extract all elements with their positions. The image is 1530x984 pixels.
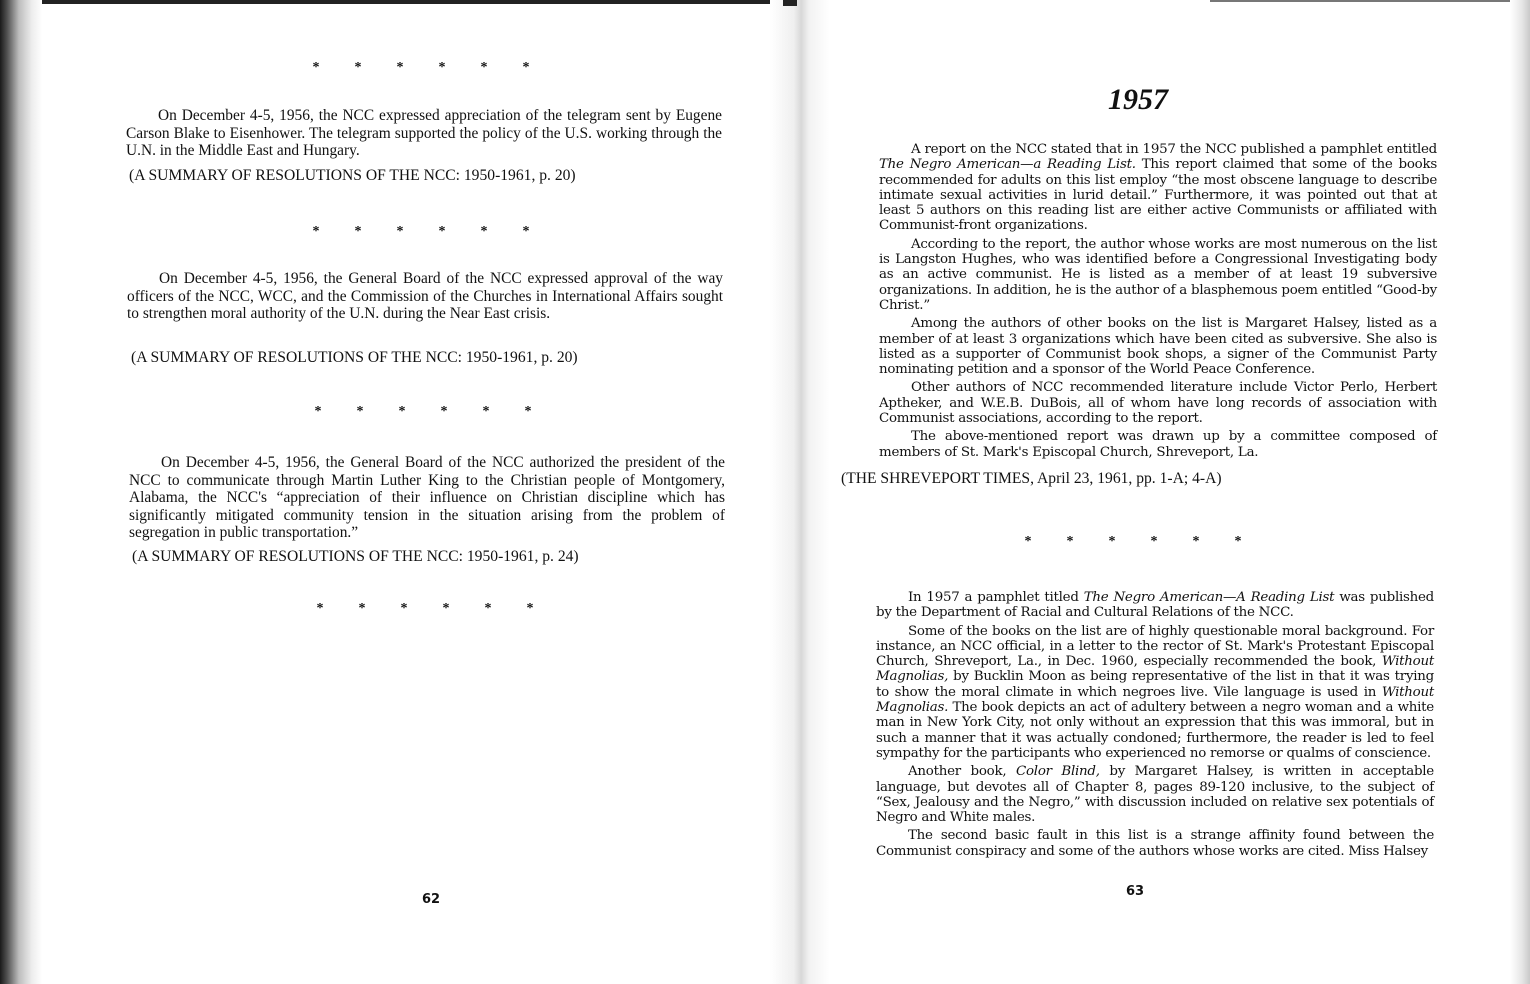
entry-citation: (A SUMMARY OF RESOLUTIONS OF THE NCC: 1950-1961, p. 20) — [129, 167, 576, 184]
year-heading: 1957 — [1108, 83, 1168, 116]
pamphlet-section — [876, 590, 1434, 862]
section-separator: * * * * * * — [316, 601, 534, 616]
pamphlet-paragraph: In 1957 a pamphlet titled The Negro American—A Reading List was published by the Department of Racial and Cultural Relations of the NCC. — [876, 590, 1434, 621]
pamphlet-paragraph: Some of the books on the list are of highly questionable moral background. For instance, an NCC official, in a letter to the rector of St. Mark's Protestant Episcopal Church, Shreveport, La., in Dec. 1960, especially recommended the book, Without Magnolias, by Bucklin Moon as being representative of the list in that it was trying to show the moral climate in which negroes live. Vile language is used in Without Magnolias. The book depicts an act of adultery between a negro woman and a white man in New York City, not only without an expression that this was immoral, but in such a manner that it was actually condoned; furthermore, the reader is led to feel sympathy for the participants who experienced no remorse or qualms of conscience. — [876, 623, 1434, 761]
entry-citation: (A SUMMARY OF RESOLUTIONS OF THE NCC: 1950-1961, p. 24) — [132, 548, 579, 565]
section-separator: * * * * * * — [312, 60, 530, 75]
book-title: Without Magnolias, — [876, 654, 1434, 685]
entry-paragraph: On December 4-5, 1956, the General Board of the NCC expressed approval of the way officers of the NCC, WCC, and the Commission of the Churches in International Affairs sought to strengthen moral authority of the U.N. during the Near East crisis. — [127, 270, 723, 322]
section-separator: * * * * * * — [312, 224, 530, 239]
report-paragraph: According to the report, the author whose works are most numerous on the list is Langston Hughes, who was identified before a Congressional Investigating body as an active communist. He is listed as a member of at least 19 subversive organizations. In addition, he is the author of a blasphemous poem entitled “Good-by Christ.” — [879, 236, 1437, 313]
section-separator: * * * * * * — [314, 404, 532, 419]
report-paragraph: Other authors of NCC recommended literature include Victor Perlo, Herbert Aptheker, and W.E.B. DuBois, all of whom have long records of association with Communist associations, according to the report. — [879, 380, 1437, 427]
gutter-mark — [783, 0, 797, 6]
book-title: Color Blind, — [1015, 764, 1100, 780]
page-top-edge-right — [1210, 0, 1530, 2]
entry-citation: (A SUMMARY OF RESOLUTIONS OF THE NCC: 1950-1961, p. 20) — [131, 349, 578, 366]
pamphlet-paragraph: The second basic fault in this list is a strange affinity found between the Communist conspiracy and some of the authors whose works are cited. Miss Halsey — [876, 828, 1434, 859]
entry-paragraph: On December 4-5, 1956, the NCC expressed appreciation of the telegram sent by Eugene Carson Blake to Eisenhower. The telegram supported the policy of the U.S. working through the U.N. in the Middle East and Hungary. — [126, 107, 722, 159]
report-paragraph: The above-mentioned report was drawn up by a committee composed of members of St. Mark's Episcopal Church, Shreveport, La. — [879, 429, 1437, 460]
report-section — [879, 142, 1437, 463]
pamphlet-title: The Negro American—a Reading List. — [879, 157, 1136, 173]
left-binding-shadow — [0, 0, 42, 984]
center-gutter — [770, 0, 830, 984]
page-top-edge — [0, 0, 780, 4]
report-citation: (THE SHREVEPORT TIMES, April 23, 1961, pp. 1-A; 4-A) — [841, 470, 1222, 487]
entry-paragraph: On December 4-5, 1956, the General Board of the NCC authorized the president of the NCC to communicate through Martin Luther King to the Christian people of Montgomery, Alabama, the NCC's “appreciation of their influence on Christian discipline which has significantly mitigated community tension in the situation arising from the problem of segregation in public transportation.” — [129, 454, 725, 541]
section-separator: * * * * * * — [1024, 534, 1242, 549]
right-edge-shadow — [1510, 0, 1530, 984]
pamphlet-paragraph: Another book, Color Blind, by Margaret Halsey, is written in acceptable language, but devotes all of Chapter 8, pages 89-120 inclusive, to the subject of “Sex, Jealousy and the Negro,” with discussion included on relative sex potentials of Negro and White males. — [876, 764, 1434, 826]
report-paragraph: A report on the NCC stated that in 1957 the NCC published a pamphlet entitled The Negro American—a Reading List. This report claimed that some of the books recommended for adults on this list employ “the most obscene language to describe intimate sexual activities in lurid detail.” Furthermore, it was pointed out that at least 5 authors on this reading list are either active Communists or affiliated with Communist-front organizations. — [879, 142, 1437, 234]
page-number: 62 — [422, 892, 441, 907]
pamphlet-title: The Negro American—A Reading List — [1083, 590, 1335, 605]
book-title: Without Magnolias. — [876, 684, 1434, 716]
page-number: 63 — [1126, 884, 1145, 899]
report-paragraph: Among the authors of other books on the list is Margaret Halsey, listed as a member of at least 3 organizations which have been cited as subversive. She also is listed as a supporter of Communist book shops, a signer of the Communist Party nominating petition and a sponsor of the World Peace Conference. — [879, 316, 1437, 378]
